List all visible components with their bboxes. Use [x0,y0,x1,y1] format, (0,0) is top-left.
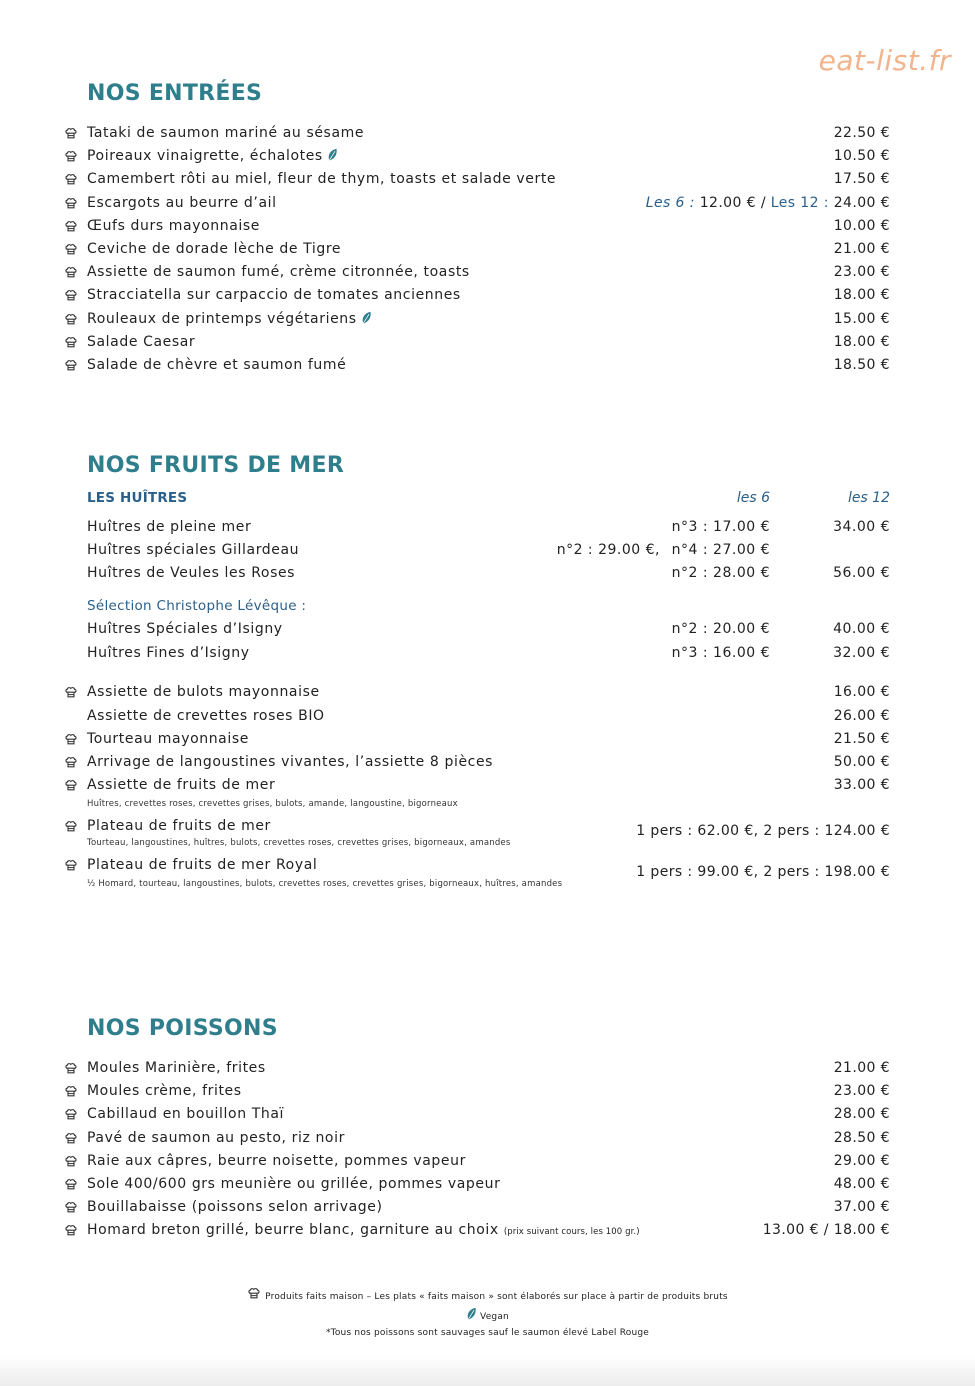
fruits-de-mer-price: 33.00 € [833,777,890,793]
leaf-icon [466,1307,477,1321]
entree-name-text: Stracciatella sur carpaccio de tomates anciennes [87,287,461,304]
poisson-row [0,1222,975,1244]
poisson-name-text: Cabillaud en bouillon Thaï [87,1106,285,1123]
escargots-les12-price: 24.00 € [833,195,890,211]
selection-row [0,621,975,643]
entree-price: 10.50 € [833,148,890,165]
col-les6: les 6 [736,490,770,506]
chef-hat-icon [64,335,78,349]
entree-row [0,264,975,286]
entree-name-text: Camembert rôti au miel, fleur de thym, toasts et salade verte [87,171,557,188]
poisson-name-text: Moules Marinière, frites [87,1060,266,1076]
plateau-royal-price: 1 pers : 99.00 €, 2 pers : 198.00 € [636,864,890,880]
fruits-de-mer-name: Tourteau mayonnaise [87,731,249,747]
huitre-les6-price: n°4 : 27.00 € [671,542,770,558]
entree-name-text: Assiette de saumon fumé, crème citronnée, toasts [87,264,470,281]
poisson-price: 23.00 € [833,1083,890,1100]
poisson-name-text: Bouillabaisse (poissons selon arrivage) [87,1199,383,1216]
selection-les12-price: 40.00 € [833,621,890,637]
poisson-name [87,1222,640,1238]
entree-name-text: Salade Caesar [87,333,196,350]
entree-name [87,357,346,373]
chef-hat-icon [64,265,78,279]
selection-les12-price: 32.00 € [833,645,890,661]
chef-hat-icon [64,778,78,792]
escargots-les12-label: Les 12 : [770,195,829,211]
selection-name: Huîtres Spéciales d’Isigny [87,621,283,637]
fruits-de-mer-name: Assiette de crevettes roses BIO [87,708,325,724]
chef-hat-icon [64,755,78,769]
chef-hat-icon [64,1084,78,1098]
selection-row [0,645,975,667]
escargots-les6-price: 12.00 € [699,195,756,211]
chef-hat-icon [64,126,78,140]
chef-hat-icon [64,288,78,302]
section-title-fruits-de-mer: NOS FRUITS DE MER [87,453,345,478]
entree-name-text: Ceviche de dorade lèche de Tigre [87,241,342,257]
huitre-les12-price: 56.00 € [833,565,890,581]
entree-row [0,171,975,193]
huitre-extra-price: n°2 : 29.00 €, [556,542,660,558]
entree-price: 18.00 € [833,333,890,350]
footer-note: *Tous nos poissons sont sauvages sauf le saumon élevé Label Rouge [325,1328,650,1338]
poisson-row [0,1083,975,1105]
chef-hat-icon [64,685,78,699]
poisson-name [87,1083,242,1099]
huitre-row [0,542,975,564]
chef-hat-icon [64,219,78,233]
poisson-name-text: Moules crème, frites [87,1083,242,1100]
huitre-row [0,565,975,587]
entree-name-text: Rouleaux de printemps végétariens [87,310,357,327]
plateau-royal-detail: ½ Homard, tourteau, langoustines, bulots, crevettes roses, crevettes grises, bigorneaux, huîtres, amandes [87,879,563,889]
escargots-price [646,195,890,211]
poisson-price: 28.50 € [833,1129,890,1146]
plateau-price: 1 pers : 62.00 €, 2 pers : 124.00 € [636,823,890,839]
chef-hat-icon [64,149,78,163]
chef-hat-icon [64,1177,78,1191]
chef-hat-icon [64,1061,78,1075]
footer-vegan [0,1307,975,1322]
homard-note: (prix suivant cours, les 100 gr.) [503,1227,640,1238]
assiette-detail: Huîtres, crevettes roses, crevettes grises, bulots, amande, langoustine, bigorneaux [87,799,458,809]
poisson-row [0,1130,975,1152]
leaf-icon [361,311,372,325]
poisson-price: 48.00 € [833,1176,890,1192]
fruits-de-mer-name: Assiette de fruits de mer [87,777,276,793]
poisson-name [87,1176,500,1192]
poisson-name [87,1199,383,1215]
fruits-de-mer-row [0,731,975,753]
entree-name [87,125,364,141]
entree-row [0,334,975,356]
selection-name: Huîtres Fines d’Isigny [87,645,250,661]
entree-price: 15.00 € [833,310,890,327]
poisson-row [0,1176,975,1198]
huitre-les6-price: n°2 : 28.00 € [671,565,770,581]
entree-name [87,287,461,303]
entree-name-text: Poireaux vinaigrette, échalotes [87,148,323,165]
bottom-shade [0,1356,975,1386]
plateau-royal-name: Plateau de fruits de mer Royal [87,857,318,873]
fruits-de-mer-price: 21.50 € [833,731,890,747]
huitre-name: Huîtres de pleine mer [87,519,252,535]
chef-hat-icon [64,1154,78,1168]
poisson-price: 21.00 € [833,1060,890,1076]
huitre-les6-price: n°3 : 17.00 € [671,519,770,535]
fruits-de-mer-name: Arrivage de langoustines vivantes, l’assiette 8 pièces [87,754,494,770]
poisson-name [87,1060,266,1076]
fruits-de-mer-row [0,777,975,799]
entree-price: 18.50 € [833,357,890,373]
selection-les6-price: n°2 : 20.00 € [671,621,770,637]
entree-row [0,311,975,333]
chef-hat-icon [64,172,78,186]
huitre-name: Huîtres spéciales Gillardeau [87,542,300,558]
entree-price: 21.00 € [833,241,890,257]
selection-title: Sélection Christophe Lévêque : [87,598,307,614]
chef-hat-icon [64,1223,78,1237]
chef-hat-icon [247,1287,259,1299]
poisson-price: 28.00 € [833,1106,890,1123]
poisson-name-text: Sole 400/600 grs meunière ou grillée, pommes vapeur [87,1176,501,1192]
entree-name-text: Escargots au beurre d’ail [87,194,277,211]
entree-row [0,218,975,240]
fruits-de-mer-price: 50.00 € [833,754,890,770]
entree-price: 22.50 € [833,125,890,141]
fruits-de-mer-row [0,684,975,706]
section-title-entrees: NOS ENTRÉES [87,81,263,106]
chef-hat-icon [64,358,78,372]
fruits-de-mer-name: Assiette de bulots mayonnaise [87,684,320,700]
entree-name-text: Salade de chèvre et saumon fumé [87,357,347,373]
section-title-poissons: NOS POISSONS [87,1016,278,1041]
fruits-de-mer-price: 16.00 € [833,684,890,700]
escargots-sep: / [760,195,766,211]
entree-name [87,148,338,164]
huitres-title: LES HUÎTRES [87,490,188,506]
entree-row [0,148,975,170]
huitre-row [0,519,975,541]
poisson-name-text: Pavé de saumon au pesto, riz noir [87,1129,345,1146]
poisson-row [0,1153,975,1175]
entree-price: 18.00 € [833,287,890,304]
col-les12: les 12 [847,490,890,506]
poisson-row [0,1199,975,1221]
poisson-price: 13.00 € / 18.00 € [762,1222,890,1239]
entree-row [0,287,975,309]
entree-name-text: Œufs durs mayonnaise [87,217,260,234]
poisson-row [0,1106,975,1128]
poisson-price: 29.00 € [833,1152,890,1169]
chef-hat-icon [64,242,78,256]
entree-price: 10.00 € [833,217,890,234]
poisson-row [0,1060,975,1082]
chef-hat-icon [64,1200,78,1214]
footer-homemade-text: Produits faits maison – Les plats « faits maison » sont élaborés sur place à partir de produits bruts [265,1292,728,1302]
entree-name [87,311,372,327]
fruits-de-mer-row [0,754,975,776]
poisson-name-text: Homard breton grillé, beurre blanc, garniture au choix [87,1222,499,1239]
entree-name [87,218,260,234]
huitre-name: Huîtres de Veules les Roses [87,565,296,581]
plateau-name: Plateau de fruits de mer [87,818,271,834]
selection-les6-price: n°3 : 16.00 € [671,645,770,661]
huitre-les12-price: 34.00 € [833,519,890,535]
poisson-name [87,1130,345,1146]
poisson-name [87,1153,466,1169]
poisson-name-text: Raie aux câpres, beurre noisette, pommes vapeur [87,1152,466,1169]
footer-homemade [0,1287,975,1302]
fruits-de-mer-row [0,708,975,730]
chef-hat-icon [64,1131,78,1145]
poisson-price: 37.00 € [833,1199,890,1216]
fruits-de-mer-price: 26.00 € [833,708,890,724]
entree-name [87,264,470,280]
plateau-detail: Tourteau, langoustines, huîtres, bulots, crevettes roses, crevettes grises, bigorneaux, amandes [87,838,511,848]
entree-row [0,357,975,379]
entree-price: 23.00 € [833,264,890,281]
chef-hat-icon [64,1107,78,1121]
entree-name-text: Tataki de saumon mariné au sésame [87,125,365,141]
leaf-icon [327,148,338,162]
watermark: eat-list.fr [818,44,951,77]
escargots-price-row [0,195,975,217]
footer-vegan-text: Vegan [480,1312,509,1322]
entree-name [87,241,341,257]
entree-name [87,334,195,350]
poisson-name [87,1106,284,1122]
entree-name [87,171,556,187]
entree-row [0,125,975,147]
entree-row [0,241,975,263]
entree-price: 17.50 € [833,171,890,188]
chef-hat-icon [64,312,78,326]
escargots-les6-label: Les 6 : [645,195,695,211]
chef-hat-icon [64,732,78,746]
